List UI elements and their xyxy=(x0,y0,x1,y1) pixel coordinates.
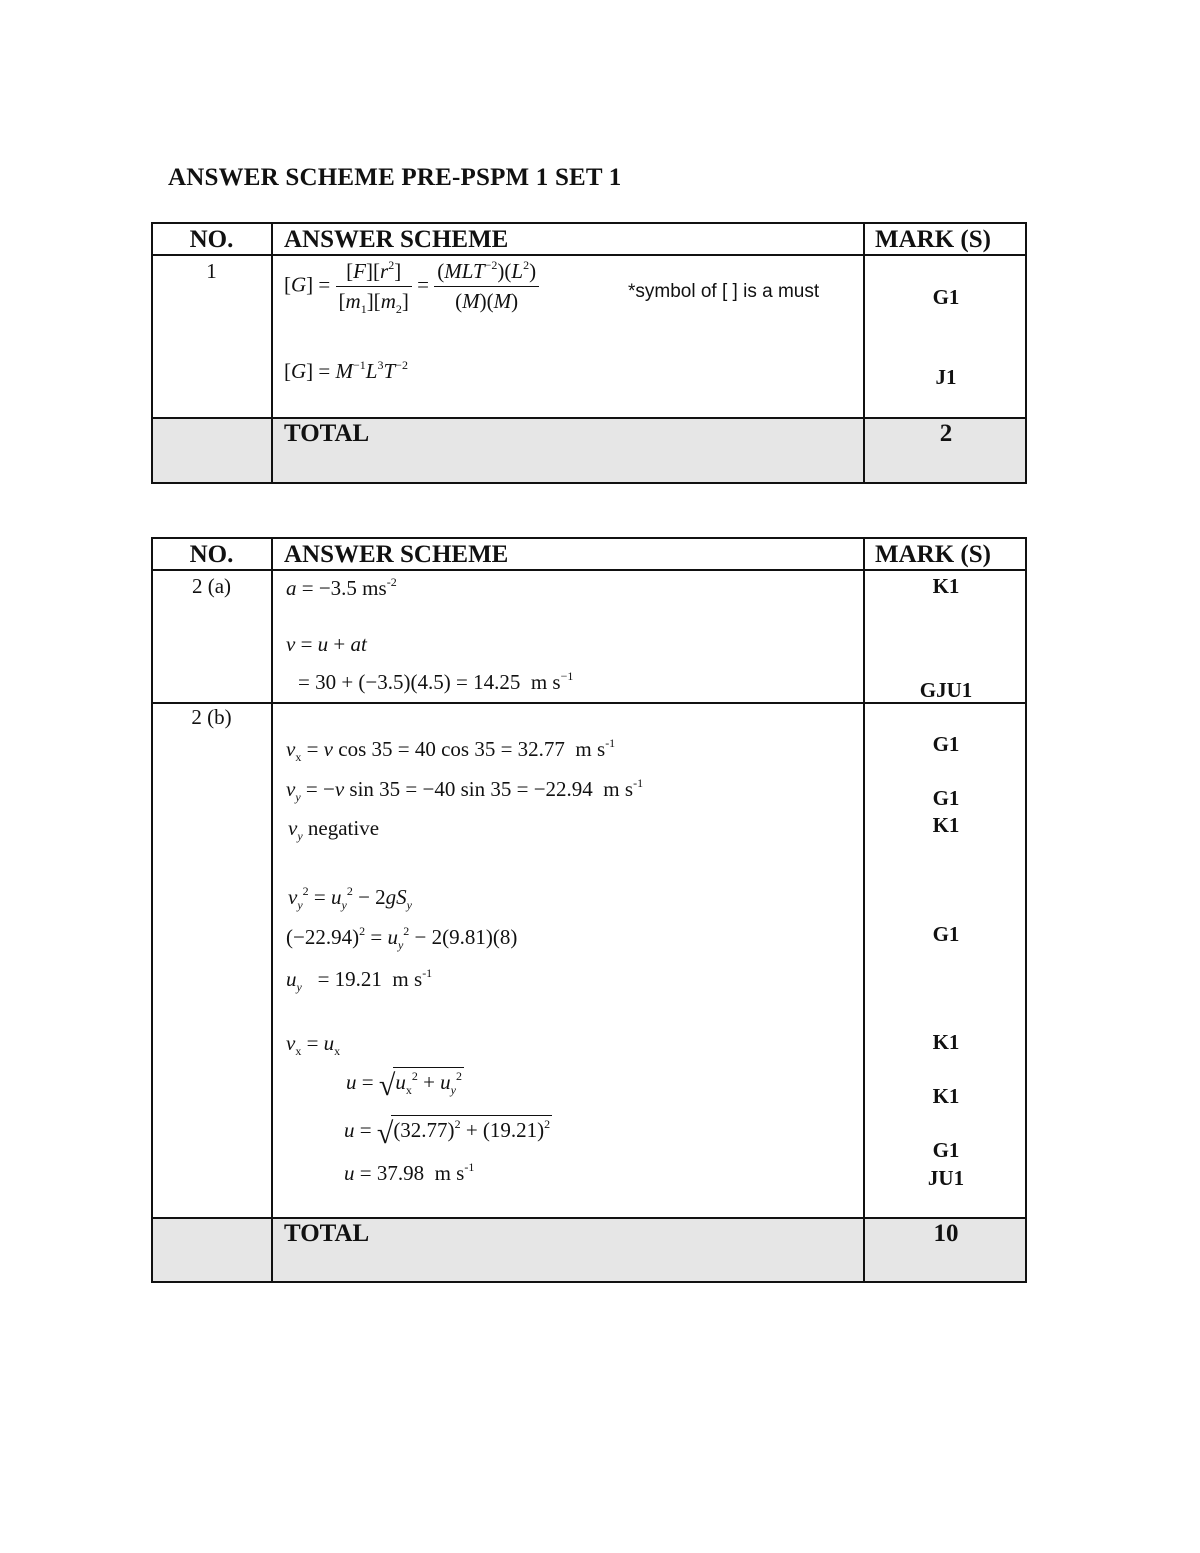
question-number: 1 xyxy=(206,259,217,283)
equation-velocity: v = u + at xyxy=(286,632,367,656)
mark-label: G1 xyxy=(932,285,960,309)
mark-label: J1 xyxy=(935,365,957,389)
negative-word: negative xyxy=(307,816,380,840)
column-divider xyxy=(863,222,865,484)
mark-label: K1 xyxy=(932,1030,960,1054)
fraction-dimensions: $\frac{(MLT^{-2})(L^2)}{(M)(M)}$ xyxy=(434,259,539,314)
table-border-right xyxy=(1025,222,1027,484)
column-divider xyxy=(271,222,273,484)
table-row-q2b xyxy=(151,703,1027,1218)
table-row-q2a xyxy=(151,570,1027,703)
total-label: TOTAL xyxy=(284,1220,370,1247)
answer-table-1 xyxy=(151,222,1027,484)
equation-vx: $v_x = v$ cos 35 = 40 cos 35 = 32.77 m $s^{-1}$ xyxy=(286,736,616,764)
header-no: NO. xyxy=(189,541,234,568)
header-no: NO. xyxy=(189,226,234,253)
question-number: 2 (b) xyxy=(191,705,232,729)
equation-kinematics: $v_y^2 = u_y^2 - 2gS_y$ xyxy=(288,884,412,912)
dimension-result: $[G] = M^{-1}L^3T^{-2}$ xyxy=(284,358,408,383)
table-row-q1 xyxy=(151,255,1027,418)
table-border-left xyxy=(151,537,153,1283)
table-header-row xyxy=(151,537,1027,570)
mark-label: K1 xyxy=(932,1084,960,1108)
equation-velocity-value: = 30 + (−3.5)(4.5) = 14.25 m $s^{-1}$ xyxy=(298,669,574,694)
total-value: 2 xyxy=(939,420,953,447)
mark-label: G1 xyxy=(932,1138,960,1162)
table-border-right xyxy=(1025,537,1027,1283)
fraction-force-radius: $\frac{[F][r^2]}{[m_1][m_2]}$ xyxy=(336,259,412,314)
equation-u-result: u = 37.98 m $s^{-1}$ xyxy=(344,1160,475,1185)
header-marks: MARK (S) xyxy=(875,226,991,253)
vy-negative-statement: $v_y$ negative xyxy=(288,816,380,843)
marks-cell xyxy=(865,570,1027,703)
total-label: TOTAL xyxy=(284,420,370,447)
answer-table-2 xyxy=(151,537,1027,1283)
table-border-top xyxy=(151,537,1027,539)
equation-u-substitution: $u = √(32.77)^2 + (19.21)^2$ xyxy=(344,1117,551,1150)
equation-vy: $v_y = -v$ sin 35 = −40 sin 35 = −22.94 m $s^{-1}$ xyxy=(286,776,644,804)
equation-u-magnitude: $u = √u_x^2 + u_y^2$ xyxy=(346,1069,462,1102)
equation-vx-ux: $v_x = u_x$ xyxy=(286,1031,341,1058)
mark-label: G1 xyxy=(932,786,960,810)
mark-label: K1 xyxy=(932,574,960,598)
equation-uy: $u_y = 19.21$ m $s^{-1}$ xyxy=(286,966,433,994)
answer-cell xyxy=(272,703,865,1218)
table-header-row xyxy=(151,222,1027,255)
row-divider xyxy=(151,254,1027,256)
table-border-bottom xyxy=(151,1281,1027,1283)
column-divider xyxy=(863,537,865,1283)
header-answer-scheme: ANSWER SCHEME xyxy=(284,541,509,568)
mark-label: JU1 xyxy=(927,1166,965,1190)
table-border-top xyxy=(151,222,1027,224)
marks-cell xyxy=(865,255,1027,418)
bracket-note: *symbol of [ ] is a must xyxy=(628,281,820,302)
page-title: ANSWER SCHEME PRE-PSPM 1 SET 1 xyxy=(168,164,622,191)
table-border-left xyxy=(151,222,153,484)
question-number: 2 (a) xyxy=(191,574,232,598)
table-row-total xyxy=(151,418,1027,484)
total-value: 10 xyxy=(933,1220,959,1247)
row-divider xyxy=(151,569,1027,571)
table-row-total xyxy=(151,1218,1027,1283)
table-border-bottom xyxy=(151,482,1027,484)
mark-label: K1 xyxy=(932,813,960,837)
header-answer-scheme: ANSWER SCHEME xyxy=(284,226,509,253)
row-divider xyxy=(151,702,1027,704)
column-divider xyxy=(271,537,273,1283)
equation-substitution: $(-22.94)^2 = u_y^2 - 2(9.81)(8)$ xyxy=(286,924,518,952)
row-divider xyxy=(151,1217,1027,1219)
mark-label: GJU1 xyxy=(919,678,973,702)
row-divider xyxy=(151,417,1027,419)
mark-label: G1 xyxy=(932,732,960,756)
header-marks: MARK (S) xyxy=(875,541,991,568)
marks-cell xyxy=(865,703,1027,1218)
answer-cell xyxy=(272,255,865,418)
dimension-equation: [G] = $\frac{[F][r^2]}{[m_1][m_2]}$ = $\frac{(MLT^{-2})(L^2)}{(M)(M)}$ xyxy=(284,259,539,314)
equation-acceleration: a = −3.5 $ms^{-2}$ xyxy=(286,575,397,600)
mark-label: G1 xyxy=(932,922,960,946)
answer-cell xyxy=(272,570,865,703)
